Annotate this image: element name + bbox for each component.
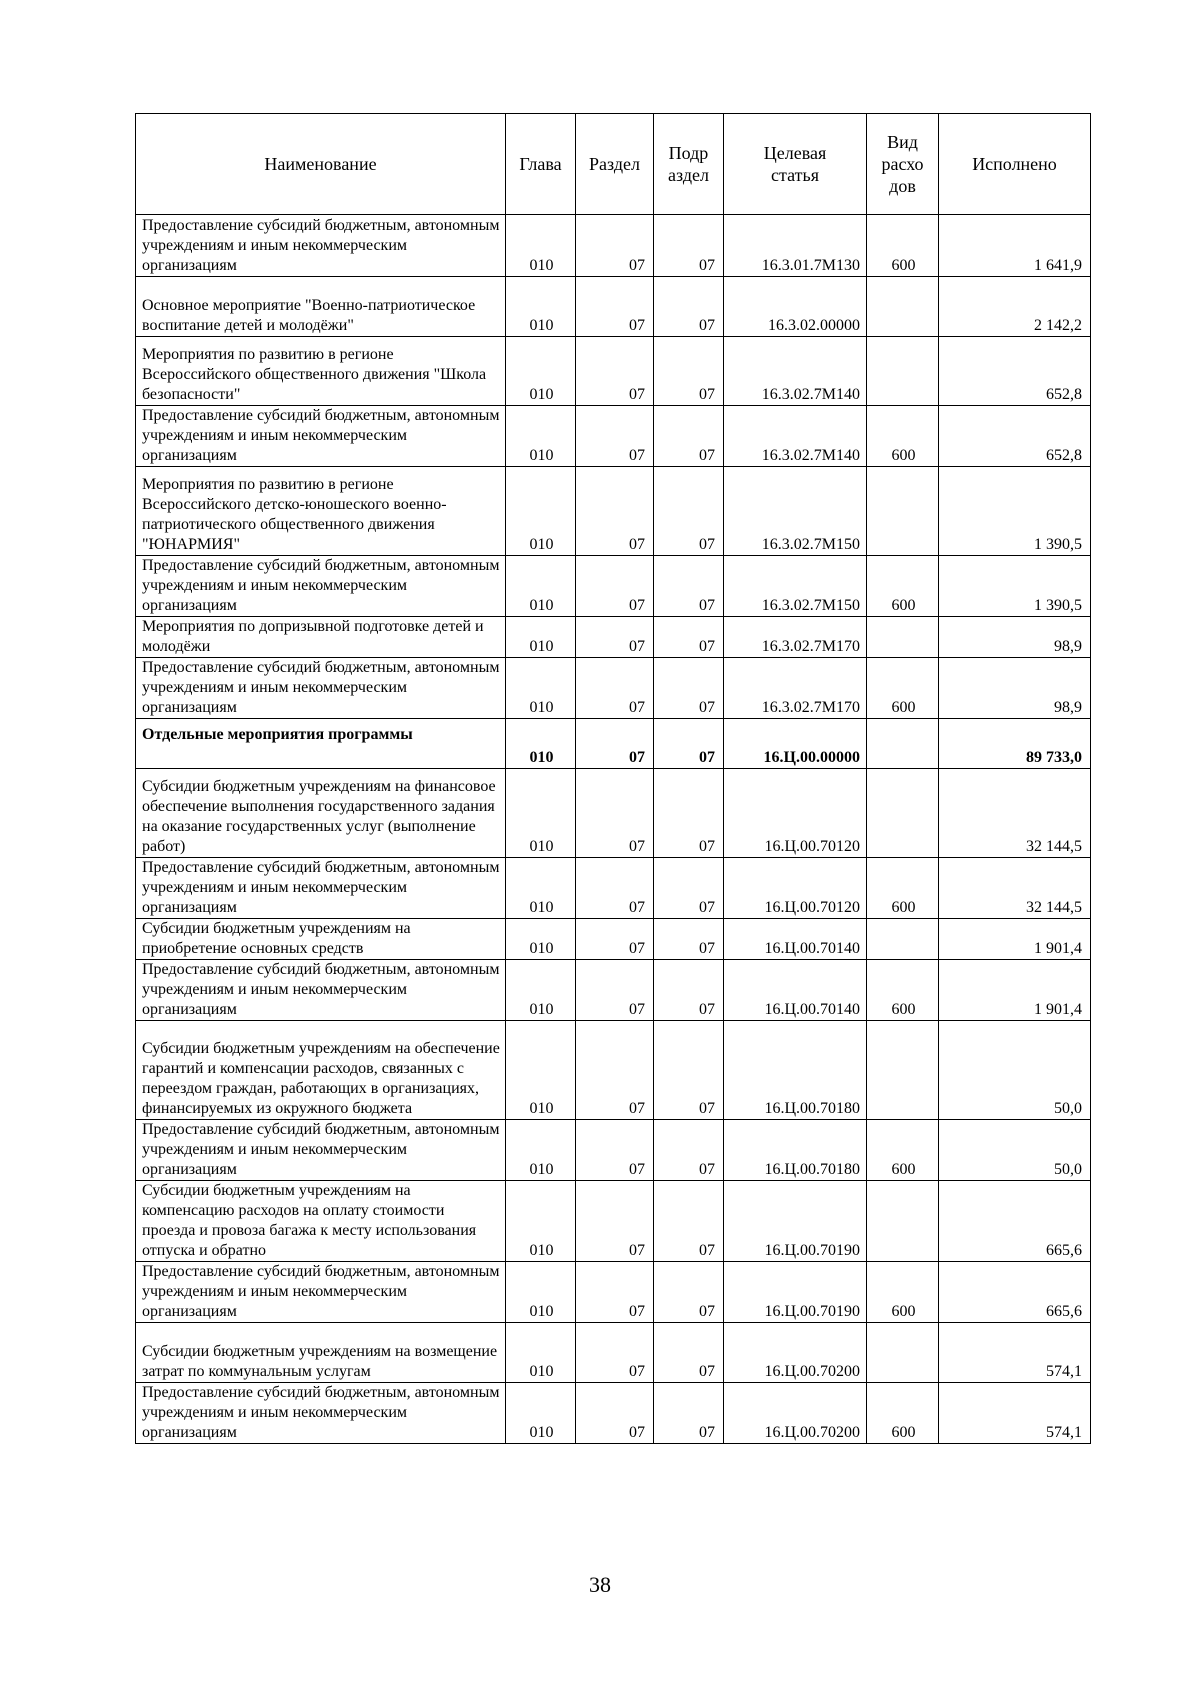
cell-ispolneno: 652,8 bbox=[939, 406, 1091, 467]
cell-podrazdel: 07 bbox=[654, 277, 724, 337]
cell-glava: 010 bbox=[506, 1262, 576, 1323]
cell-podrazdel: 07 bbox=[654, 1181, 724, 1262]
cell-statya: 16.3.01.7М130 bbox=[724, 215, 867, 277]
cell-ispolneno: 652,8 bbox=[939, 337, 1091, 406]
cell-vid: 600 bbox=[867, 960, 939, 1021]
cell-podrazdel: 07 bbox=[654, 406, 724, 467]
cell-glava: 010 bbox=[506, 719, 576, 769]
table-body bbox=[136, 215, 1091, 1444]
cell-ispolneno: 32 144,5 bbox=[939, 858, 1091, 919]
cell-name: Предоставление субсидий бюджетным, автономным учреждениям и иным некоммерческим организациям bbox=[136, 1262, 506, 1323]
cell-glava: 010 bbox=[506, 215, 576, 277]
cell-podrazdel: 07 bbox=[654, 215, 724, 277]
cell-vid bbox=[867, 337, 939, 406]
cell-vid: 600 bbox=[867, 215, 939, 277]
cell-vid: 600 bbox=[867, 858, 939, 919]
cell-razdel: 07 bbox=[576, 1120, 654, 1181]
header-razdel: Раздел bbox=[576, 114, 654, 215]
cell-vid bbox=[867, 1323, 939, 1383]
cell-ispolneno: 98,9 bbox=[939, 617, 1091, 658]
cell-statya: 16.3.02.7М170 bbox=[724, 617, 867, 658]
cell-ispolneno: 1 641,9 bbox=[939, 215, 1091, 277]
cell-ispolneno: 89 733,0 bbox=[939, 719, 1091, 769]
header-name: Наименование bbox=[136, 114, 506, 215]
cell-vid bbox=[867, 277, 939, 337]
cell-glava: 010 bbox=[506, 1383, 576, 1444]
table-row bbox=[136, 215, 1091, 277]
cell-glava: 010 bbox=[506, 337, 576, 406]
cell-statya: 16.Ц.00.70120 bbox=[724, 858, 867, 919]
table-row bbox=[136, 1120, 1091, 1181]
cell-vid: 600 bbox=[867, 1262, 939, 1323]
table-row bbox=[136, 658, 1091, 719]
cell-name: Основное мероприятие "Военно-патриотическое воспитание детей и молодёжи" bbox=[136, 277, 506, 337]
cell-ispolneno: 1 390,5 bbox=[939, 556, 1091, 617]
cell-glava: 010 bbox=[506, 617, 576, 658]
cell-glava: 010 bbox=[506, 1323, 576, 1383]
cell-ispolneno: 50,0 bbox=[939, 1120, 1091, 1181]
cell-razdel: 07 bbox=[576, 1383, 654, 1444]
cell-statya: 16.3.02.7М150 bbox=[724, 467, 867, 556]
cell-ispolneno: 665,6 bbox=[939, 1262, 1091, 1323]
cell-razdel: 07 bbox=[576, 467, 654, 556]
table-row bbox=[136, 919, 1091, 960]
cell-razdel: 07 bbox=[576, 556, 654, 617]
cell-statya: 16.Ц.00.70180 bbox=[724, 1021, 867, 1120]
cell-razdel: 07 bbox=[576, 617, 654, 658]
header-ispolneno: Исполнено bbox=[939, 114, 1091, 215]
cell-podrazdel: 07 bbox=[654, 1323, 724, 1383]
cell-vid: 600 bbox=[867, 556, 939, 617]
cell-ispolneno: 98,9 bbox=[939, 658, 1091, 719]
cell-name: Предоставление субсидий бюджетным, автономным учреждениям и иным некоммерческим организациям bbox=[136, 858, 506, 919]
cell-vid bbox=[867, 719, 939, 769]
cell-name: Субсидии бюджетным учреждениям на приобретение основных средств bbox=[136, 919, 506, 960]
cell-vid bbox=[867, 919, 939, 960]
cell-razdel: 07 bbox=[576, 1181, 654, 1262]
cell-glava: 010 bbox=[506, 1021, 576, 1120]
table-row bbox=[136, 1181, 1091, 1262]
table-row bbox=[136, 769, 1091, 858]
header-statya: Целевая статья bbox=[724, 114, 867, 215]
cell-statya: 16.3.02.7М140 bbox=[724, 406, 867, 467]
cell-razdel: 07 bbox=[576, 215, 654, 277]
cell-name: Предоставление субсидий бюджетным, автономным учреждениям и иным некоммерческим организациям bbox=[136, 406, 506, 467]
cell-ispolneno: 665,6 bbox=[939, 1181, 1091, 1262]
cell-statya: 16.Ц.00.70190 bbox=[724, 1262, 867, 1323]
cell-name: Субсидии бюджетным учреждениям на финансовое обеспечение выполнения государственного задания на оказание государственных услуг (выполнение работ) bbox=[136, 769, 506, 858]
cell-name: Субсидии бюджетным учреждениям на компенсацию расходов на оплату стоимости проезда и провоза багажа к месту использования отпуска и обратно bbox=[136, 1181, 506, 1262]
cell-name: Мероприятия по развитию в регионе Всероссийского общественного движения "Школа безопасности" bbox=[136, 337, 506, 406]
cell-glava: 010 bbox=[506, 858, 576, 919]
cell-name: Мероприятия по развитию в регионе Всероссийского детско-юношеского военно-патриотического общественного движения "ЮНАРМИЯ" bbox=[136, 467, 506, 556]
table-row bbox=[136, 277, 1091, 337]
cell-podrazdel: 07 bbox=[654, 337, 724, 406]
cell-razdel: 07 bbox=[576, 1323, 654, 1383]
cell-podrazdel: 07 bbox=[654, 556, 724, 617]
cell-statya: 16.Ц.00.70200 bbox=[724, 1323, 867, 1383]
cell-podrazdel: 07 bbox=[654, 919, 724, 960]
cell-vid bbox=[867, 1021, 939, 1120]
table-row bbox=[136, 1262, 1091, 1323]
cell-podrazdel: 07 bbox=[654, 858, 724, 919]
cell-name: Предоставление субсидий бюджетным, автономным учреждениям и иным некоммерческим организациям bbox=[136, 658, 506, 719]
cell-ispolneno: 1 901,4 bbox=[939, 960, 1091, 1021]
cell-statya: 16.3.02.7М170 bbox=[724, 658, 867, 719]
cell-statya: 16.3.02.00000 bbox=[724, 277, 867, 337]
cell-vid: 600 bbox=[867, 658, 939, 719]
table-row bbox=[136, 960, 1091, 1021]
cell-glava: 010 bbox=[506, 1120, 576, 1181]
cell-razdel: 07 bbox=[576, 719, 654, 769]
cell-name: Предоставление субсидий бюджетным, автономным учреждениям и иным некоммерческим организациям bbox=[136, 1383, 506, 1444]
cell-podrazdel: 07 bbox=[654, 467, 724, 556]
budget-table bbox=[135, 113, 1091, 1444]
table-row bbox=[136, 1383, 1091, 1444]
cell-statya: 16.Ц.00.70120 bbox=[724, 769, 867, 858]
cell-glava: 010 bbox=[506, 1181, 576, 1262]
cell-glava: 010 bbox=[506, 556, 576, 617]
cell-name: Отдельные мероприятия программы bbox=[136, 719, 506, 769]
cell-podrazdel: 07 bbox=[654, 1383, 724, 1444]
cell-vid bbox=[867, 467, 939, 556]
table-row bbox=[136, 467, 1091, 556]
table-row bbox=[136, 337, 1091, 406]
cell-ispolneno: 1 390,5 bbox=[939, 467, 1091, 556]
header-vid: Вид расхо дов bbox=[867, 114, 939, 215]
cell-ispolneno: 1 901,4 bbox=[939, 919, 1091, 960]
cell-statya: 16.Ц.00.70140 bbox=[724, 919, 867, 960]
cell-glava: 010 bbox=[506, 769, 576, 858]
cell-statya: 16.Ц.00.00000 bbox=[724, 719, 867, 769]
cell-ispolneno: 574,1 bbox=[939, 1323, 1091, 1383]
cell-vid bbox=[867, 769, 939, 858]
cell-razdel: 07 bbox=[576, 858, 654, 919]
cell-vid: 600 bbox=[867, 406, 939, 467]
cell-vid bbox=[867, 1181, 939, 1262]
table-row bbox=[136, 617, 1091, 658]
cell-statya: 16.3.02.7М150 bbox=[724, 556, 867, 617]
cell-glava: 010 bbox=[506, 406, 576, 467]
table-row bbox=[136, 1323, 1091, 1383]
header-podrazdel: Подр аздел bbox=[654, 114, 724, 215]
cell-ispolneno: 574,1 bbox=[939, 1383, 1091, 1444]
table-row bbox=[136, 858, 1091, 919]
header-row bbox=[136, 114, 1091, 215]
cell-glava: 010 bbox=[506, 658, 576, 719]
header-glava: Глава bbox=[506, 114, 576, 215]
cell-statya: 16.Ц.00.70140 bbox=[724, 960, 867, 1021]
cell-razdel: 07 bbox=[576, 1262, 654, 1323]
cell-name: Субсидии бюджетным учреждениям на возмещение затрат по коммунальным услугам bbox=[136, 1323, 506, 1383]
page-number: 38 bbox=[589, 1572, 611, 1597]
cell-statya: 16.Ц.00.70190 bbox=[724, 1181, 867, 1262]
cell-ispolneno: 32 144,5 bbox=[939, 769, 1091, 858]
cell-name: Предоставление субсидий бюджетным, автономным учреждениям и иным некоммерческим организациям bbox=[136, 556, 506, 617]
cell-glava: 010 bbox=[506, 919, 576, 960]
cell-podrazdel: 07 bbox=[654, 658, 724, 719]
cell-name: Предоставление субсидий бюджетным, автономным учреждениям и иным некоммерческим организациям bbox=[136, 1120, 506, 1181]
cell-podrazdel: 07 bbox=[654, 617, 724, 658]
cell-glava: 010 bbox=[506, 467, 576, 556]
cell-razdel: 07 bbox=[576, 769, 654, 858]
table-row bbox=[136, 1021, 1091, 1120]
cell-vid: 600 bbox=[867, 1120, 939, 1181]
cell-razdel: 07 bbox=[576, 960, 654, 1021]
cell-glava: 010 bbox=[506, 960, 576, 1021]
cell-statya: 16.Ц.00.70180 bbox=[724, 1120, 867, 1181]
cell-razdel: 07 bbox=[576, 658, 654, 719]
cell-podrazdel: 07 bbox=[654, 719, 724, 769]
cell-podrazdel: 07 bbox=[654, 960, 724, 1021]
cell-podrazdel: 07 bbox=[654, 1021, 724, 1120]
cell-name: Предоставление субсидий бюджетным, автономным учреждениям и иным некоммерческим организациям bbox=[136, 960, 506, 1021]
cell-podrazdel: 07 bbox=[654, 769, 724, 858]
cell-statya: 16.3.02.7М140 bbox=[724, 337, 867, 406]
cell-name: Субсидии бюджетным учреждениям на обеспечение гарантий и компенсации расходов, связанных с переездом граждан, работающих в организациях, финансируемых из окружного бюджета bbox=[136, 1021, 506, 1120]
cell-podrazdel: 07 bbox=[654, 1120, 724, 1181]
cell-razdel: 07 bbox=[576, 277, 654, 337]
cell-name: Мероприятия по допризывной подготовке детей и молодёжи bbox=[136, 617, 506, 658]
table-row bbox=[136, 556, 1091, 617]
cell-name: Предоставление субсидий бюджетным, автономным учреждениям и иным некоммерческим организациям bbox=[136, 215, 506, 277]
cell-statya: 16.Ц.00.70200 bbox=[724, 1383, 867, 1444]
cell-podrazdel: 07 bbox=[654, 1262, 724, 1323]
cell-razdel: 07 bbox=[576, 337, 654, 406]
cell-vid: 600 bbox=[867, 1383, 939, 1444]
table-row bbox=[136, 406, 1091, 467]
cell-ispolneno: 2 142,2 bbox=[939, 277, 1091, 337]
cell-razdel: 07 bbox=[576, 919, 654, 960]
table-row bbox=[136, 719, 1091, 769]
cell-ispolneno: 50,0 bbox=[939, 1021, 1091, 1120]
cell-razdel: 07 bbox=[576, 406, 654, 467]
cell-vid bbox=[867, 617, 939, 658]
cell-razdel: 07 bbox=[576, 1021, 654, 1120]
cell-glava: 010 bbox=[506, 277, 576, 337]
